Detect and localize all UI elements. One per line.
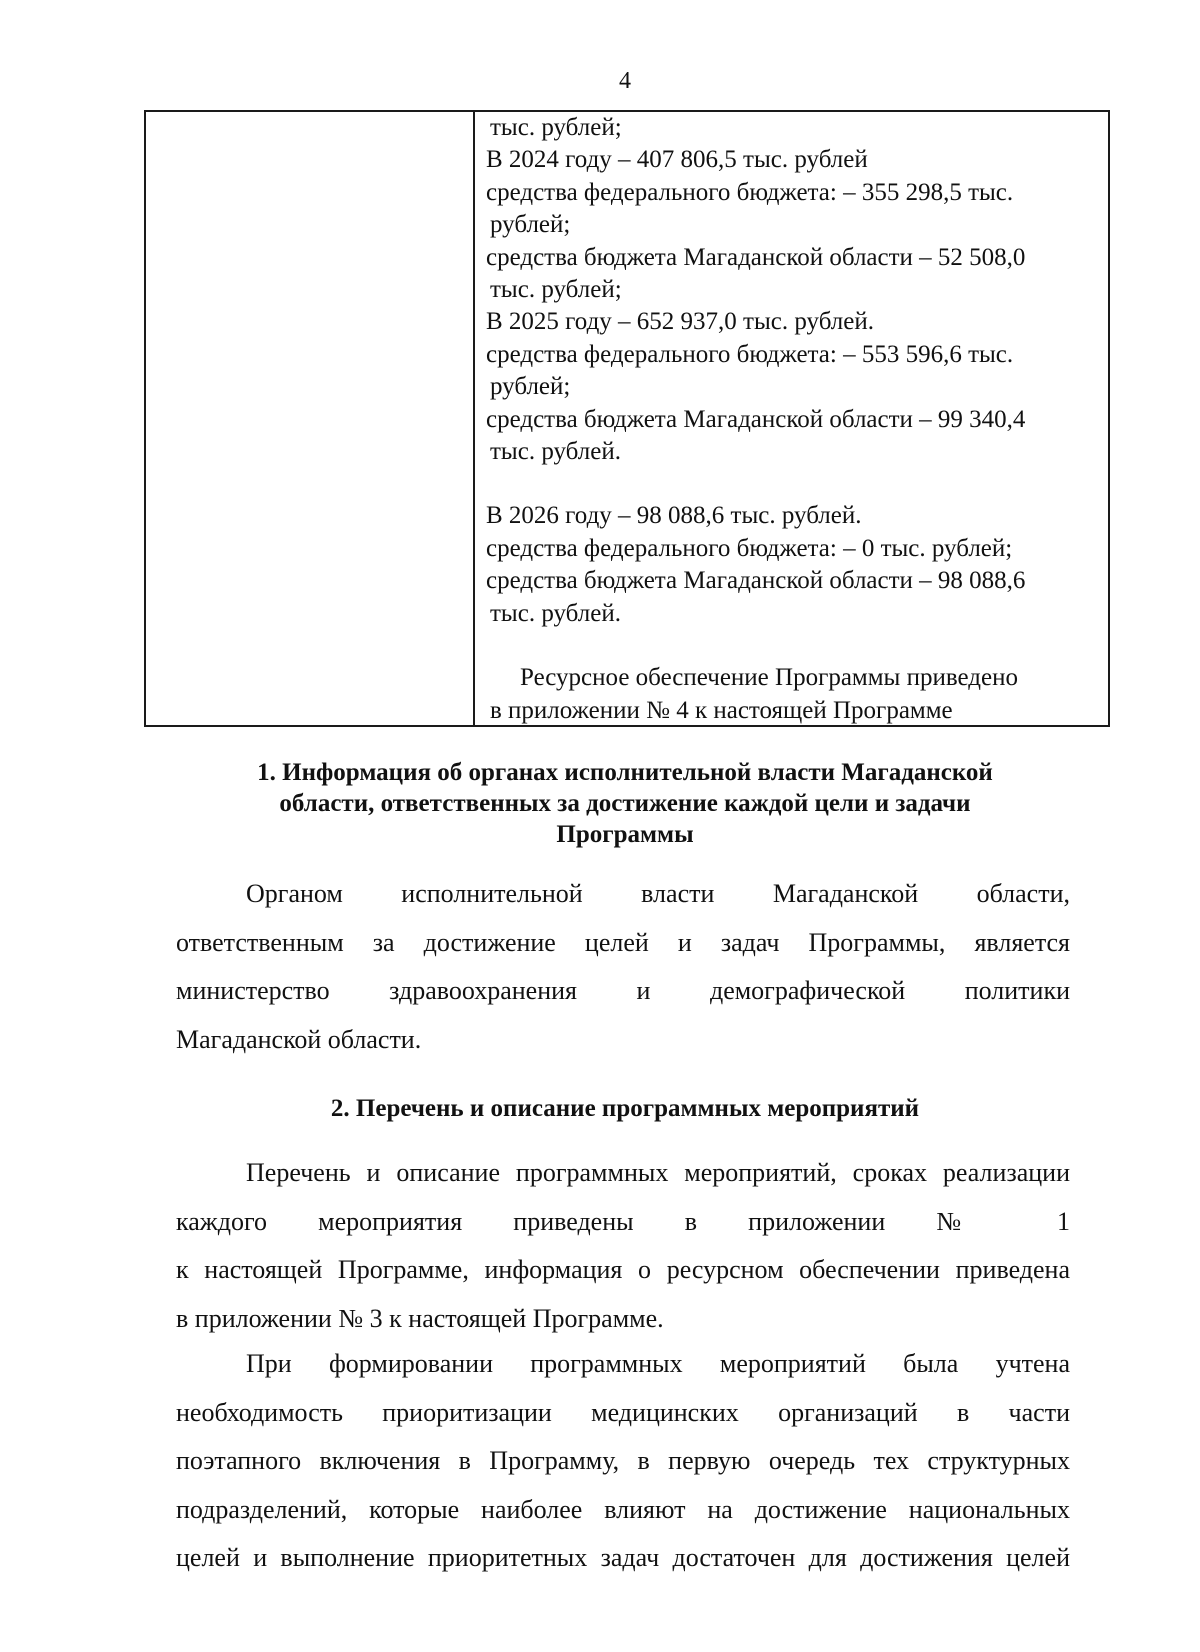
funding-table — [144, 110, 1110, 727]
funding-line: тыс. рублей. — [490, 599, 621, 627]
section2-paragraph-2 — [176, 1340, 1070, 1583]
paragraph-line: к настоящей Программе, информация о ресурсном обеспечении приведена — [176, 1255, 1070, 1284]
funding-line: В 2025 году – 652 937,0 тыс. рублей. — [486, 308, 875, 336]
funding-line: рублей; — [490, 211, 571, 239]
funding-line: рублей; — [490, 373, 571, 401]
paragraph-line: в приложении № 3 к настоящей Программе. — [176, 1303, 664, 1333]
funding-line: средства бюджета Магаданской области – 99 340,4 — [486, 405, 1026, 433]
heading-line: 1. Информация об органах исполнительной власти Магаданской — [257, 759, 993, 786]
paragraph-line: ответственным за достижение целей и задач Программы, является — [176, 927, 1070, 957]
funding-line: тыс. рублей; — [490, 276, 622, 304]
blank-line — [486, 468, 1101, 500]
section2-paragraph-1 — [176, 1149, 1070, 1343]
paragraph-line: целей и выполнение приоритетных задач достаточен для достижения целей — [176, 1543, 1070, 1572]
paragraph-line: подразделений, которые наиболее влияют на достижение национальных — [176, 1494, 1070, 1524]
section2-heading — [170, 1093, 1080, 1124]
section1-heading — [170, 757, 1080, 850]
paragraph-line: Перечень и описание программных мероприятий, сроках реализации — [246, 1158, 1070, 1187]
heading-line: области, ответственных за достижение каждой цели и задачи — [279, 790, 971, 817]
table-divider — [473, 112, 475, 725]
table-cell-funding — [486, 112, 1101, 725]
funding-line: В 2024 году – 407 806,5 тыс. рублей — [486, 146, 868, 174]
blank-line — [486, 630, 1101, 662]
heading-line: 2. Перечень и описание программных мероприятий — [330, 1095, 920, 1122]
resource-note-line: Ресурсное обеспечение Программы приведено — [520, 664, 1018, 692]
paragraph-line: министерство здравоохранения и демографической политики — [176, 976, 1070, 1005]
page-number: 4 — [619, 68, 631, 94]
paragraph-line: При формировании программных мероприятий была учтена — [246, 1349, 1070, 1378]
funding-line: средства федерального бюджета: – 355 298,5 тыс. — [486, 178, 1014, 206]
paragraph-line: Органом исполнительной власти Магаданской области, — [246, 879, 1070, 908]
paragraph-line: поэтапного включения в Программу, в первую очередь тех структурных — [176, 1446, 1070, 1475]
section1-paragraph — [176, 870, 1070, 1064]
table-cell-empty — [146, 112, 473, 725]
funding-line: тыс. рублей; — [490, 114, 622, 141]
funding-line: средства бюджета Магаданской области – 98 088,6 — [486, 567, 1026, 595]
funding-line: В 2026 году – 98 088,6 тыс. рублей. — [486, 502, 862, 530]
resource-note-line: в приложении № 4 к настоящей Программе — [490, 696, 953, 724]
funding-line: средства федерального бюджета: – 553 596,6 тыс. — [486, 340, 1014, 368]
funding-line: тыс. рублей. — [490, 438, 621, 466]
heading-line: Программы — [556, 821, 694, 848]
paragraph-line: необходимость приоритизации медицинских организаций в части — [176, 1397, 1070, 1427]
funding-line: средства бюджета Магаданской области – 52 508,0 — [486, 243, 1026, 271]
funding-line: средства федерального бюджета: – 0 тыс. рублей; — [486, 534, 1013, 562]
paragraph-line: каждого мероприятия приведены в приложении № 1 — [176, 1206, 1070, 1236]
paragraph-line: Магаданской области. — [176, 1024, 422, 1054]
